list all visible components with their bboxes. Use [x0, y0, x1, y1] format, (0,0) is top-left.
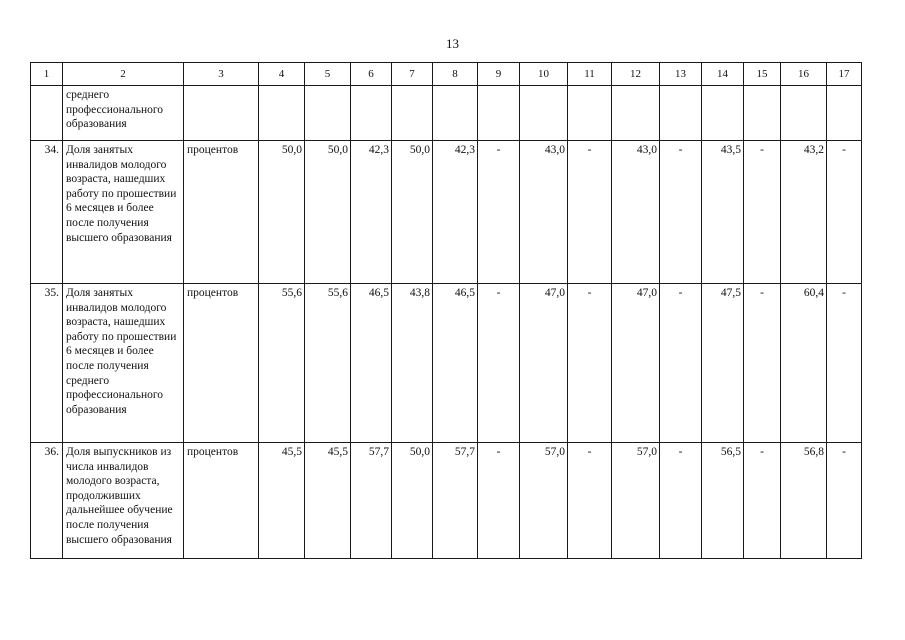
value-cell: -	[660, 284, 702, 443]
value-cell: 46,5	[351, 284, 392, 443]
value-cell	[781, 86, 827, 141]
header-cell: 15	[744, 63, 781, 86]
value-cell: 57,7	[433, 443, 478, 559]
value-cell: -	[568, 141, 612, 284]
value-cell: 47,0	[612, 284, 660, 443]
value-cell: 45,5	[259, 443, 305, 559]
indicator-name: Доля занятых инвалидов молодого возраста, нашедших работу по прошествии 6 месяцев и более после получения высшего образования	[63, 141, 184, 284]
value-cell: 42,3	[433, 141, 478, 284]
value-cell: 56,8	[781, 443, 827, 559]
value-cell: -	[744, 141, 781, 284]
table-row	[31, 141, 862, 284]
indicator-name: Доля выпускников из числа инвалидов молодого возраста, продолживших дальнейшее обучение после получения высшего образования	[63, 443, 184, 559]
table-row	[31, 284, 862, 443]
value-cell	[612, 86, 660, 141]
value-cell: -	[660, 141, 702, 284]
value-cell: -	[744, 284, 781, 443]
value-cell: 57,0	[520, 443, 568, 559]
value-cell: 57,7	[351, 443, 392, 559]
header-cell: 2	[63, 63, 184, 86]
header-row	[31, 63, 862, 86]
value-cell: 43,0	[612, 141, 660, 284]
row-number	[31, 86, 63, 141]
unit-cell: процентов	[184, 443, 259, 559]
value-cell: 55,6	[305, 284, 351, 443]
row-number: 34.	[31, 141, 63, 284]
value-cell: -	[827, 284, 862, 443]
value-cell: 43,5	[702, 141, 744, 284]
value-cell	[351, 86, 392, 141]
value-cell	[744, 86, 781, 141]
value-cell	[520, 86, 568, 141]
row-number: 36.	[31, 443, 63, 559]
indicator-name: среднего профессионального образования	[63, 86, 184, 141]
indicator-name: Доля занятых инвалидов молодого возраста, нашедших работу по прошествии 6 месяцев и более после получения среднего профессионального образования	[63, 284, 184, 443]
value-cell: 60,4	[781, 284, 827, 443]
value-cell: -	[827, 141, 862, 284]
header-cell: 1	[31, 63, 63, 86]
data-table	[30, 62, 862, 559]
table-row	[31, 86, 862, 141]
value-cell: -	[568, 443, 612, 559]
table-row	[31, 443, 862, 559]
value-cell: 47,5	[702, 284, 744, 443]
value-cell: -	[660, 443, 702, 559]
unit-cell: процентов	[184, 141, 259, 284]
header-cell: 9	[478, 63, 520, 86]
unit-cell	[184, 86, 259, 141]
value-cell	[702, 86, 744, 141]
value-cell: 43,8	[392, 284, 433, 443]
header-cell: 7	[392, 63, 433, 86]
value-cell	[568, 86, 612, 141]
header-cell: 4	[259, 63, 305, 86]
header-cell: 11	[568, 63, 612, 86]
header-cell: 17	[827, 63, 862, 86]
header-cell: 8	[433, 63, 478, 86]
value-cell	[827, 86, 862, 141]
value-cell: 50,0	[392, 443, 433, 559]
value-cell: -	[478, 284, 520, 443]
value-cell: -	[827, 443, 862, 559]
value-cell: 46,5	[433, 284, 478, 443]
value-cell	[305, 86, 351, 141]
value-cell: 57,0	[612, 443, 660, 559]
unit-cell: процентов	[184, 284, 259, 443]
value-cell: 43,2	[781, 141, 827, 284]
header-cell: 6	[351, 63, 392, 86]
value-cell: 47,0	[520, 284, 568, 443]
value-cell	[478, 86, 520, 141]
value-cell: 55,6	[259, 284, 305, 443]
header-cell: 3	[184, 63, 259, 86]
value-cell: 56,5	[702, 443, 744, 559]
page-number: 13	[446, 36, 459, 51]
value-cell: 43,0	[520, 141, 568, 284]
value-cell: -	[568, 284, 612, 443]
header-cell: 5	[305, 63, 351, 86]
header-cell: 10	[520, 63, 568, 86]
value-cell	[392, 86, 433, 141]
value-cell: 50,0	[259, 141, 305, 284]
value-cell: 50,0	[305, 141, 351, 284]
row-number: 35.	[31, 284, 63, 443]
header-cell: 13	[660, 63, 702, 86]
value-cell: -	[478, 141, 520, 284]
value-cell	[433, 86, 478, 141]
header-cell: 14	[702, 63, 744, 86]
value-cell: 42,3	[351, 141, 392, 284]
value-cell: -	[478, 443, 520, 559]
header-cell: 12	[612, 63, 660, 86]
value-cell	[660, 86, 702, 141]
value-cell	[259, 86, 305, 141]
value-cell: 50,0	[392, 141, 433, 284]
header-cell: 16	[781, 63, 827, 86]
value-cell: 45,5	[305, 443, 351, 559]
value-cell: -	[744, 443, 781, 559]
